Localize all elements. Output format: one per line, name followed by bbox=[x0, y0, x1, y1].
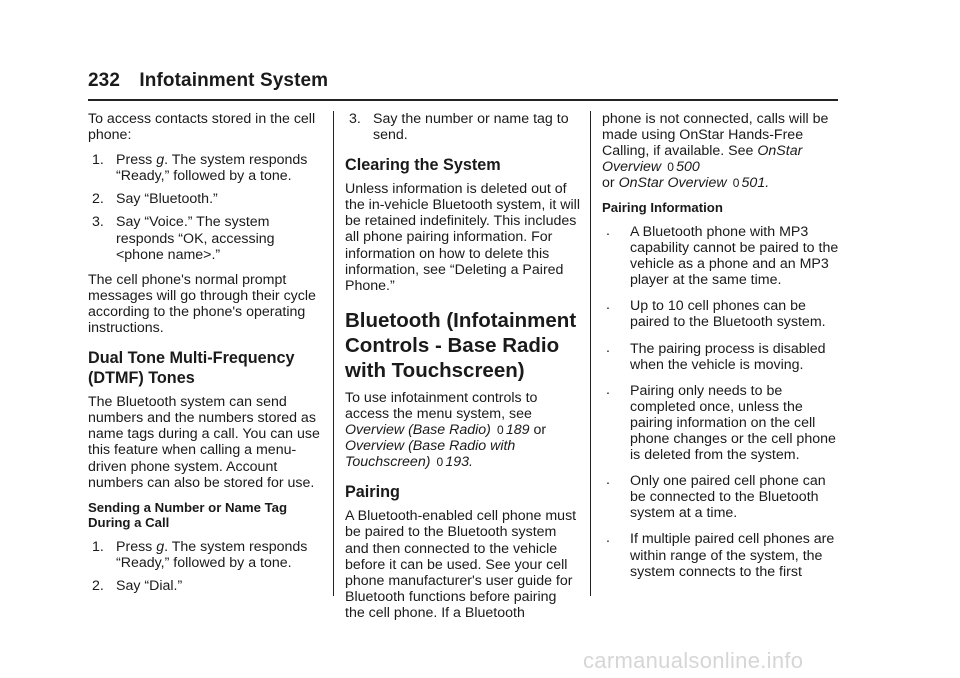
talk-button-icon: g bbox=[156, 538, 165, 555]
bullet-icon: . bbox=[606, 472, 610, 489]
pairing-paragraph: A Bluetooth-enabled cell phone must be paired to the Bluetooth system and then connected to the vehicle before it can be used. See your cell phone manufacturer's user guide for Bluetooth functions before pairing the cell phone. If a Bluetooth bbox=[345, 508, 577, 621]
step-number: 1. bbox=[92, 152, 104, 169]
page-ref[interactable]: 189 bbox=[505, 422, 530, 439]
xref-onstar-overview[interactable]: OnStar Overview bbox=[618, 175, 727, 192]
page-ref[interactable]: 500 bbox=[676, 159, 700, 176]
pairing-heading: Pairing bbox=[345, 483, 400, 502]
list-item bbox=[88, 539, 322, 571]
section-title: Infotainment System bbox=[139, 70, 329, 91]
bullet-text: Pairing only needs to be completed once, unless the pairing information on the cell phone changes or the cell phone is deleted from the system. bbox=[630, 382, 836, 464]
list-item bbox=[602, 383, 842, 463]
list-item bbox=[88, 152, 322, 184]
dtmf-paragraph: The Bluetooth system can send numbers and the numbers stored as name tags during a call. You can use this feature when calling a menu-driven phone system. Account numbers can also be stored for use. bbox=[88, 394, 320, 491]
xref-overview-touchscreen[interactable]: Overview (Base Radio with Touchscreen) bbox=[345, 438, 516, 471]
page-ref-arrow-icon: 0 bbox=[436, 455, 444, 470]
column-divider bbox=[333, 111, 334, 596]
list-item bbox=[602, 531, 842, 579]
sending-label: Sending a Number or Name Tag During a Call bbox=[88, 499, 288, 531]
list-item bbox=[345, 111, 580, 143]
step-number: 3. bbox=[92, 214, 104, 231]
page-ref-arrow-icon: 0 bbox=[732, 176, 740, 191]
bullet-text: Only one paired cell phone can be connected to the Bluetooth system at a time. bbox=[630, 473, 826, 522]
xref-overview-base-radio[interactable]: Overview (Base Radio) bbox=[345, 422, 491, 439]
bluetooth-intro: To use infotainment controls to access the menu system, see Overview (Base Radio) 0 189 or Overview (Base Radio with Touchscreen) 0 193. bbox=[345, 389, 547, 471]
bullet-icon: . bbox=[606, 297, 610, 314]
prompt-paragraph: The cell phone's normal prompt messages will go through their cycle according to the phone's operating instructions. bbox=[88, 271, 316, 337]
step-text: Say “Voice.” The system responds “OK, accessing <phone name>.” bbox=[116, 214, 275, 263]
list-item bbox=[602, 298, 842, 330]
step-number: 2. bbox=[92, 577, 104, 594]
page-ref-arrow-icon: 0 bbox=[496, 423, 504, 438]
dtmf-heading: Dual Tone Multi-Frequency (DTMF) Tones bbox=[88, 349, 295, 388]
continued-paragraph: phone is not connected, calls will be made using OnStar Hands-Free Calling, if available. See OnStar Overview 0 500 or OnStar Overview 0 501. bbox=[602, 111, 829, 192]
list-item bbox=[602, 473, 842, 521]
bullet-icon: . bbox=[606, 222, 610, 239]
step-text: Say “Dial.” bbox=[116, 577, 183, 594]
bullet-icon: . bbox=[606, 530, 610, 547]
list-item bbox=[88, 578, 322, 594]
page-number: 232 bbox=[88, 70, 121, 91]
list-item bbox=[88, 214, 322, 262]
bluetooth-section-heading: Bluetooth (Infotainment Controls - Base Radio with Touchscreen) bbox=[345, 308, 577, 382]
step-text: Say the number or name tag to send. bbox=[373, 111, 569, 144]
list-item bbox=[602, 341, 842, 373]
watermark: carmanualsonline.info bbox=[583, 648, 804, 673]
clearing-paragraph: Unless information is deleted out of the in-vehicle Bluetooth system, it will be retained indefinitely. This includes all phone pairing information. For information on how to delete this information, see “Deleting a Paired Phone.” bbox=[345, 181, 580, 294]
bullet-text: Up to 10 cell phones can be paired to the Bluetooth system. bbox=[630, 298, 826, 331]
step-number: 1. bbox=[92, 538, 104, 555]
page-header bbox=[88, 70, 328, 92]
intro-paragraph: To access contacts stored in the cell phone: bbox=[88, 111, 316, 144]
pairing-info-label: Pairing Information bbox=[602, 200, 723, 216]
column-divider bbox=[590, 111, 591, 596]
xref-onstar-overview[interactable]: OnStar Overview bbox=[602, 143, 803, 176]
page-ref[interactable]: 501. bbox=[741, 175, 770, 192]
step-text: Press bbox=[116, 538, 153, 555]
column-2 bbox=[345, 111, 580, 630]
bullet-text: If multiple paired cell phones are within range of the system, the system connects to the first bbox=[630, 531, 835, 580]
page-ref-arrow-icon: 0 bbox=[667, 160, 674, 175]
column-3 bbox=[602, 111, 842, 590]
step-text: Say “Bluetooth.” bbox=[116, 191, 218, 208]
page-ref[interactable]: 193. bbox=[445, 454, 474, 471]
step-text: Press bbox=[116, 152, 153, 169]
step-text: . The system responds “Ready,” followed by a tone. bbox=[116, 152, 308, 185]
bullet-icon: . bbox=[606, 381, 610, 398]
bullet-text: The pairing process is disabled when the vehicle is moving. bbox=[630, 340, 826, 373]
step-number: 2. bbox=[92, 191, 104, 208]
list-item bbox=[602, 224, 842, 288]
talk-button-icon: g bbox=[156, 152, 165, 169]
bullet-icon: . bbox=[606, 339, 610, 356]
list-item bbox=[88, 191, 322, 207]
step-text: . The system responds “Ready,” followed by a tone. bbox=[116, 538, 308, 571]
step-number: 3. bbox=[349, 111, 361, 127]
column-1 bbox=[88, 111, 322, 601]
bullet-text: A Bluetooth phone with MP3 capability cannot be paired to the vehicle as a phone and an MP3 player at the same time. bbox=[630, 223, 839, 289]
header-rule bbox=[88, 99, 838, 101]
clearing-heading: Clearing the System bbox=[345, 156, 501, 175]
